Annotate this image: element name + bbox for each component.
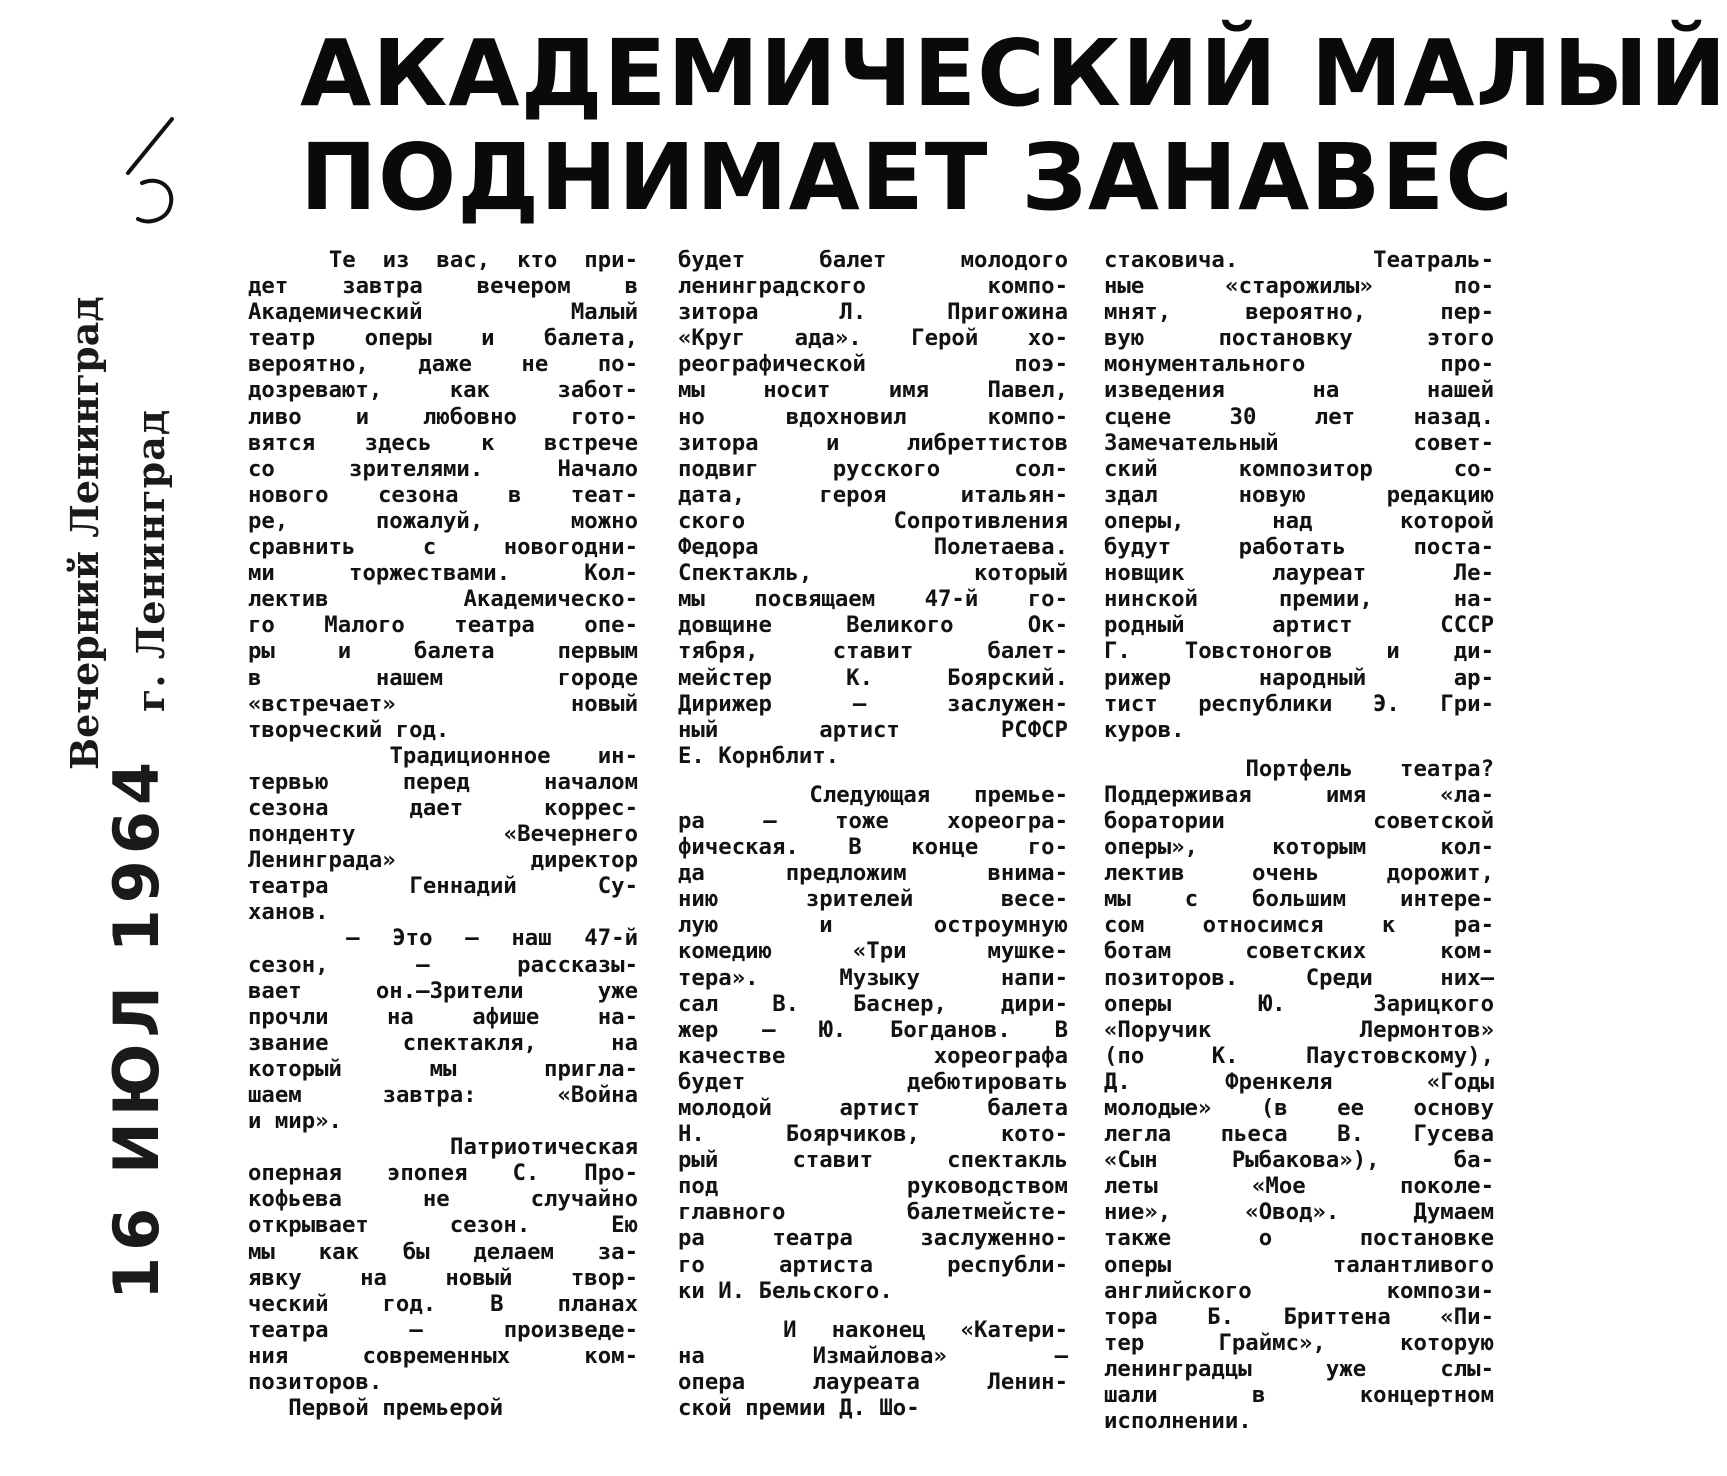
article-line: со зрителями. Начало [248,455,638,482]
article-line: рый ставит спектакль [678,1147,1068,1174]
article-line: кофьева не случайно [248,1186,638,1213]
article-line: стаковича. Театраль- [1104,247,1494,273]
article-line: тября, ставит балет- [678,638,1068,665]
article-line: мы посвящаем 47-й го- [678,586,1068,613]
article-line: лектив очень дорожит, [1104,860,1494,887]
article-line: леты «Мое поколе- [1104,1173,1494,1200]
article-line: Е. Корнблит. [678,742,840,769]
article-line: Те из вас, кто при- [248,247,638,273]
article-line: который мы пригла- [248,1055,638,1082]
article-line: позиторов. [248,1369,383,1396]
article-line: тера». Музыку напи- [678,964,1068,991]
article-line: оперы талантливого [1104,1251,1494,1278]
headline-line-2: ПОДНИМАЕТ ЗАНАВЕС [300,124,1514,231]
article-line: молодые» (в ее основу [1104,1095,1494,1121]
article-line: зитора Л. Пригожина [678,299,1068,326]
article-line: ленинградцы уже слы- [1104,1355,1494,1382]
article-line: рижер народный ар- [1104,664,1494,691]
article-column-1 [248,247,638,1421]
article-line: ческий год. В планах [248,1290,638,1317]
article-line: го артиста республи- [678,1251,1068,1278]
article-line: оперы», которым кол- [1104,834,1494,861]
article-line: Портфель театра? [1104,755,1494,782]
article-line: ре, пожалуй, можно [248,507,638,534]
article-line: английского компози- [1104,1277,1494,1304]
article-line: ный артист РСФСР [678,716,1068,743]
article-line: ского Сопротивления [678,507,1068,534]
article-line: Следующая премье- [678,781,1068,808]
article-line: Д. Френкеля «Годы [1104,1068,1494,1095]
article-line: Г. Товстоногов и ди- [1104,638,1494,665]
article-line: будет дебютировать [678,1068,1068,1095]
article-line: ния современных ком- [248,1342,638,1369]
article-line: сравнить с новогодни- [248,534,638,561]
article-line: довщине Великого Ок- [678,612,1068,639]
article-line: главного балетмейсте- [678,1199,1068,1226]
article-line: опера лауреата Ленин- [678,1368,1068,1395]
article-line: тервью перед началом [248,768,638,795]
article-headline [300,20,1727,231]
article-line: под руководством [678,1173,1068,1200]
article-line: ние», «Овод». Думаем [1104,1199,1494,1226]
article-line: — Это — наш 47-й [248,925,638,952]
article-line: нового сезона в теат- [248,481,638,508]
article-line: «Поручик Лермонтов» [1104,1016,1494,1043]
article-line: оперы Ю. Зарицкого [1104,990,1494,1017]
article-line: открывает сезон. Ею [248,1212,638,1239]
article-line: здал новую редакцию [1104,481,1494,508]
article-line: на Измайлова» — [678,1342,1068,1369]
article-line: ский композитор со- [1104,455,1494,482]
article-line: тора Б. Бриттена «Пи- [1104,1303,1494,1330]
article-line: «встречает» новый [248,690,638,717]
article-line: Замечательный совет- [1104,429,1494,456]
article-line: нию зрителей весе- [678,886,1068,913]
article-line: Спектакль, который [678,560,1068,587]
article-line: будет балет молодого [678,247,1068,273]
article-line: вероятно, даже не по- [248,351,638,378]
article-line: Поддерживая имя «ла- [1104,781,1494,808]
article-line: сцене 30 лет назад. [1104,403,1494,430]
article-line: изведения на нашей [1104,377,1494,404]
article-line: новщик лауреат Ле- [1104,560,1494,587]
article-line: жер — Ю. Богданов. В [678,1016,1068,1043]
article-line: го Малого театра опе- [248,612,638,639]
article-line: родный артист СССР [1104,612,1494,639]
article-line: реографической поэ- [678,351,1068,378]
article-column-3 [1104,247,1494,1434]
article-line: дозревают, как забот- [248,377,638,404]
handwritten-mark [120,115,190,235]
article-line: вает он.—Зрители уже [248,977,638,1004]
article-line: Первой премьерой [248,1395,504,1422]
article-line: понденту «Вечернего [248,821,638,848]
article-line: «Сын Рыбакова»), ба- [1104,1147,1494,1174]
article-line: Дирижер — заслужен- [678,690,1068,717]
article-line: ленинградского компо- [678,273,1068,300]
article-line: дет завтра вечером в [248,273,638,300]
article-line: в нашем городе [248,664,638,691]
article-line: зитора и либреттистов [678,429,1068,456]
article-line: куров. [1104,716,1185,743]
article-line: тер Граймс», которую [1104,1329,1494,1356]
article-line: ботам советских ком- [1104,938,1494,965]
article-line: молодой артист балета [678,1095,1068,1121]
article-line: ры и балета первым [248,638,638,665]
article-line: ра — тоже хореогра- [678,807,1068,834]
article-line: лую и остроумную [678,912,1068,939]
newspaper-name-stamp: Вечерний Ленинград [62,296,107,770]
article-line: сезона дает коррес- [248,794,638,821]
article-line: подвиг русского сол- [678,455,1068,482]
article-line: И наконец «Катери- [678,1316,1068,1343]
article-line: театра Геннадий Су- [248,873,638,900]
article-line: ханов. [248,899,329,926]
article-line: фическая. В конце го- [678,834,1068,861]
article-line: шаем завтра: «Война [248,1082,638,1108]
article-line: Ленинграда» директор [248,847,638,874]
article-line: и мир». [248,1108,342,1135]
article-line: сезон, — рассказы- [248,951,638,978]
article-line: будут работать поста- [1104,534,1494,561]
article-line: ра театра заслуженно- [678,1225,1068,1252]
article-line: дата, героя итальян- [678,481,1068,508]
article-line: явку на новый твор- [248,1264,638,1291]
article-line: (по К. Паустовскому), [1104,1042,1494,1069]
city-stamp: г. Ленинград [128,408,173,712]
article-line: шали в концертном [1104,1382,1494,1409]
article-line: сом относимся к ра- [1104,912,1494,939]
article-line: ливо и любовно гото- [248,403,638,430]
article-line: Традиционное ин- [248,742,638,769]
article-line: Н. Боярчиков, кото- [678,1121,1068,1148]
article-line: мнят, вероятно, пер- [1104,299,1494,326]
article-line: вую постановку этого [1104,325,1494,352]
article-line: исполнении. [1104,1408,1252,1435]
date-stamp: 16 ИЮЛ 1964 [100,755,173,1300]
article-line: театра — произведе- [248,1316,638,1343]
article-line: вятся здесь к встрече [248,429,638,456]
article-line: лектив Академическо- [248,586,638,613]
article-line: комедию «Три мушке- [678,938,1068,965]
article-line: тист республики Э. Гри- [1104,690,1494,717]
article-line: Академический Малый [248,299,638,326]
article-line: ные «старожилы» по- [1104,273,1494,300]
article-line: боратории советской [1104,807,1494,834]
article-line: оперы, над которой [1104,507,1494,534]
article-line: театр оперы и балета, [248,325,638,352]
article-line: творческий год. [248,716,450,743]
article-line: монументального про- [1104,351,1494,378]
article-line: прочли на афише на- [248,1003,638,1030]
article-column-2 [678,247,1068,1421]
article-line: легла пьеса В. Гусева [1104,1121,1494,1148]
headline-line-1: АКАДЕМИЧЕСКИЙ МАЛЫЙ [300,20,1727,127]
article-line: качестве хореографа [678,1042,1068,1069]
article-line: ской премии Д. Шо- [678,1395,920,1422]
article-line: мейстер К. Боярский. [678,664,1068,691]
article-line: мы носит имя Павел, [678,377,1068,404]
article-line: оперная эпопея С. Про- [248,1160,638,1187]
article-line: звание спектакля, на [248,1029,638,1056]
article-line: сал В. Баснер, дири- [678,990,1068,1017]
article-line: нинской премии, на- [1104,586,1494,613]
article-line: позиторов. Среди них— [1104,964,1494,991]
article-line: ми торжествами. Кол- [248,560,638,587]
article-line: мы как бы делаем за- [248,1238,638,1265]
article-line: также о постановке [1104,1225,1494,1252]
article-line: но вдохновил компо- [678,403,1068,430]
article-line: да предложим внима- [678,860,1068,887]
article-line: Патриотическая [248,1134,638,1161]
article-line: ки И. Бельского. [678,1277,893,1304]
article-line: Федора Полетаева. [678,534,1068,561]
article-line: «Круг ада». Герой хо- [678,325,1068,352]
article-line: мы с большим интере- [1104,886,1494,913]
